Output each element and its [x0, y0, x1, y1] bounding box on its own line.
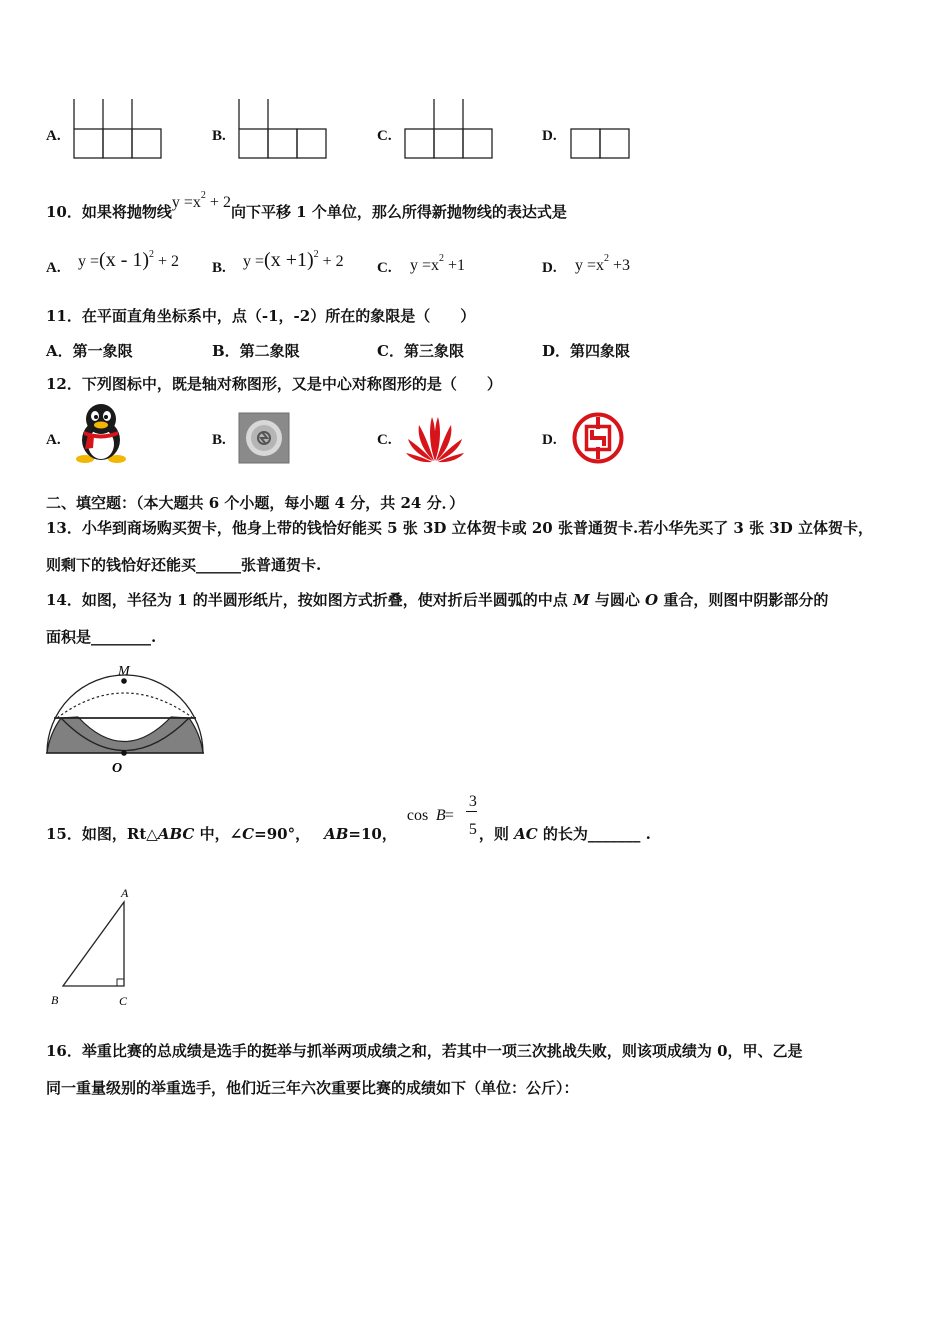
q9-option-c-figure [403, 97, 495, 161]
q9-option-d-label: D. [542, 128, 557, 144]
q9-option-a-label: A. [46, 128, 61, 144]
q10-option-a-label: A. [46, 260, 61, 276]
q15-label-c: C [119, 994, 128, 1008]
q14-label-o: O [112, 761, 123, 776]
q14-semicircle-figure [40, 658, 210, 776]
q10-option-a-formula: y =(x - 1)$^2$ + 2 [78, 249, 180, 271]
q9-option-b-label: B. [212, 128, 226, 144]
q10-option-b-label: B. [212, 260, 226, 276]
q11-option-b: B．第二象限 [212, 342, 300, 360]
qq-penguin-icon [74, 402, 128, 464]
q9-option-b-figure [237, 97, 329, 161]
q12-stem: 12．下列图标中，既是轴对称图形，又是中心对称图形的是（ ） [46, 375, 502, 393]
q16-line1: 16．举重比赛的总成绩是选手的挺举与抓举两项成绩之和，若其中一项三次挑战失败，则该项成绩为 0，甲、乙是 [46, 1042, 803, 1060]
q10-option-c-formula: $y =x^2 +1$ [410, 253, 466, 274]
q14-point-o: O [645, 591, 659, 609]
q14-label-m: M [118, 664, 130, 679]
q10-formula: $y =x^2 + 2$ [171, 190, 231, 211]
q15-right-angle-mark [117, 979, 124, 986]
q12-option-a-label: A. [46, 432, 61, 448]
q10-stem [46, 190, 567, 222]
q10-option-d-label: D. [542, 260, 557, 276]
q11-stem: 11．在平面直角坐标系中，点（-1，-2）所在的象限是（ ） [46, 307, 476, 325]
q11-option-d: D．第四象限 [542, 342, 631, 360]
q9-option-d-figure [568, 126, 634, 162]
q10-number: 10． [46, 203, 82, 221]
q11-option-c: C．第三象限 [377, 342, 464, 360]
q12-option-c-label: C. [377, 432, 392, 448]
q12-option-d-label: D. [542, 432, 557, 448]
q13-line1: 13．小华到商场购买贺卡，他身上带的钱恰好能买 5 张 3D 立体贺卡或 20 张普通贺卡.若小华先买了 3 张 3D 立体贺卡， [46, 519, 873, 537]
q14-folded-arc-dashed [57, 693, 193, 718]
q14-shaded-region [47, 717, 203, 753]
q10-option-b-formula: $y =(x +1)^2 + 2$ [243, 249, 344, 271]
q9-option-c-label: C. [377, 128, 392, 144]
q15-triangle-figure [45, 882, 140, 1010]
q14-line2: 面积是________. [46, 628, 157, 646]
q14-point-o-dot [121, 750, 127, 756]
q10-text-before: 如果将抛物线 [81, 203, 172, 221]
q10-option-c-label: C. [377, 260, 392, 276]
q14-line1: 14．如图，半径为 1 的半圆形纸片，按如图方式折叠，使对折后半圆弧的中点 M 与圆心 O 重合，则图中阴影部分的 [46, 591, 829, 609]
q16-line2: 同一重量级别的举重选手，他们近三年六次重要比赛的成绩如下（单位：公斤）： [46, 1079, 579, 1097]
q14-point-m: M [572, 591, 590, 609]
q15-label-a: A [121, 886, 129, 900]
q9-option-a-figure [72, 97, 164, 161]
q10-option-d-formula: $y =x^2 +3$ [575, 253, 631, 274]
q15-label-b: B [51, 993, 59, 1007]
round-button-icon [238, 412, 290, 464]
icbc-bank-icon [571, 411, 625, 465]
q15-cos-formula: cos B = 3 5 [406, 793, 477, 838]
q14-point-m-dot [121, 678, 127, 684]
q13-line2: 则剩下的钱恰好还能买______张普通贺卡. [46, 556, 322, 574]
q15-stem: 15．如图，Rt△ABC 中，∠C=90°， AB=10， cos B = 3 5 ，则 AC 的长为_______ . [46, 793, 651, 843]
q12-option-b-label: B. [212, 432, 226, 448]
section-title: 二、填空题：（本大题共 6 个小题，每小题 4 分，共 24 分．） [46, 494, 465, 512]
huawei-flower-icon [405, 413, 465, 463]
q15-triangle [63, 902, 124, 986]
q11-option-a: A．第一象限 [46, 342, 133, 360]
q10-text-after: 向下平移 1 个单位，那么所得新抛物线的表达式是 [230, 203, 567, 221]
